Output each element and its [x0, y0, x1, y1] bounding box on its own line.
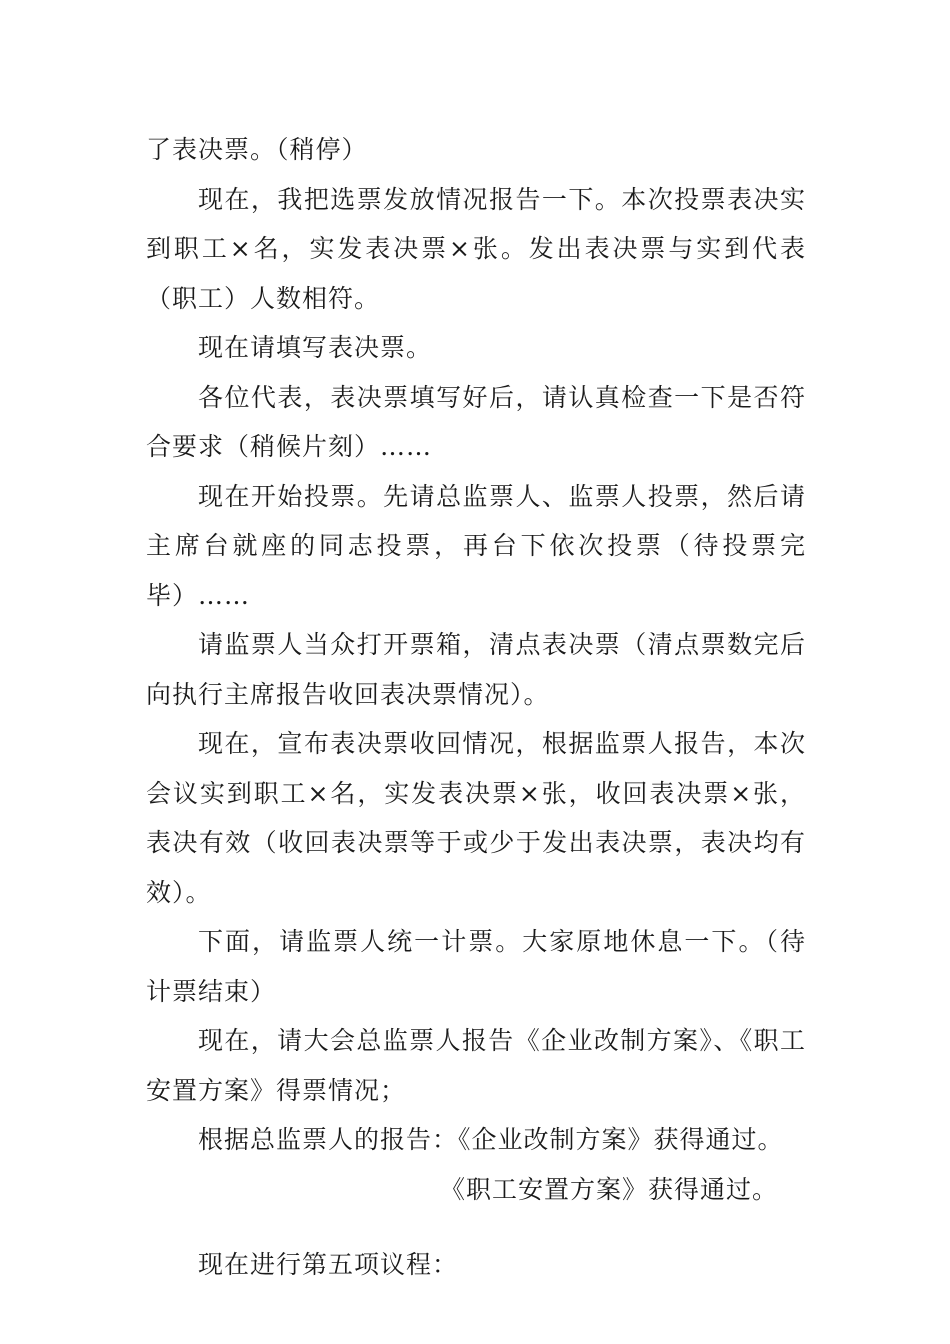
paragraph-open-ballot-box: 请监票人当众打开票箱，清点表决票（清点票数完后向执行主席报告收回表决票情况）。 — [146, 630, 806, 709]
paragraph-start-voting: 现在开始投票。先请总监票人、监票人投票，然后请主席台就座的同志投票，再台下依次投票（待投票完毕）…… — [146, 481, 806, 610]
paragraph-result-placement-plan: 《职工安置方案》获得通过。 — [440, 1174, 779, 1204]
paragraph-fifth-agenda: 现在进行第五项议程： — [198, 1250, 459, 1279]
document-body — [146, 125, 806, 1290]
paragraph-continuation: 了表决票。（稍停） — [146, 135, 368, 164]
paragraph-ballot-recovery: 现在，宣布表决票收回情况，根据监票人报告，本次会议实到职工×名，实发表决票×张，收回表决票×张，表决有效（收回表决票等于或少于发出表决票，表决均有效）。 — [146, 729, 806, 907]
paragraph-ballot-distribution-report: 现在，我把选票发放情况报告一下。本次投票表决实到职工×名，实发表决票×张。发出表决票与实到代表（职工）人数相符。 — [146, 184, 806, 313]
paragraph-fill-ballot: 现在请填写表决票。 — [198, 333, 433, 362]
paragraph-check-ballot: 各位代表，表决票填写好后，请认真检查一下是否符合要求（稍候片刻）…… — [146, 382, 806, 461]
paragraph-report-results: 现在，请大会总监票人报告《企业改制方案》、《职工安置方案》得票情况； — [146, 1026, 806, 1105]
paragraph-count-votes: 下面，请监票人统一计票。大家原地休息一下。（待计票结束） — [146, 927, 806, 1006]
paragraph-result-reform-plan: 根据总监票人的报告：《企业改制方案》获得通过。 — [198, 1125, 784, 1154]
